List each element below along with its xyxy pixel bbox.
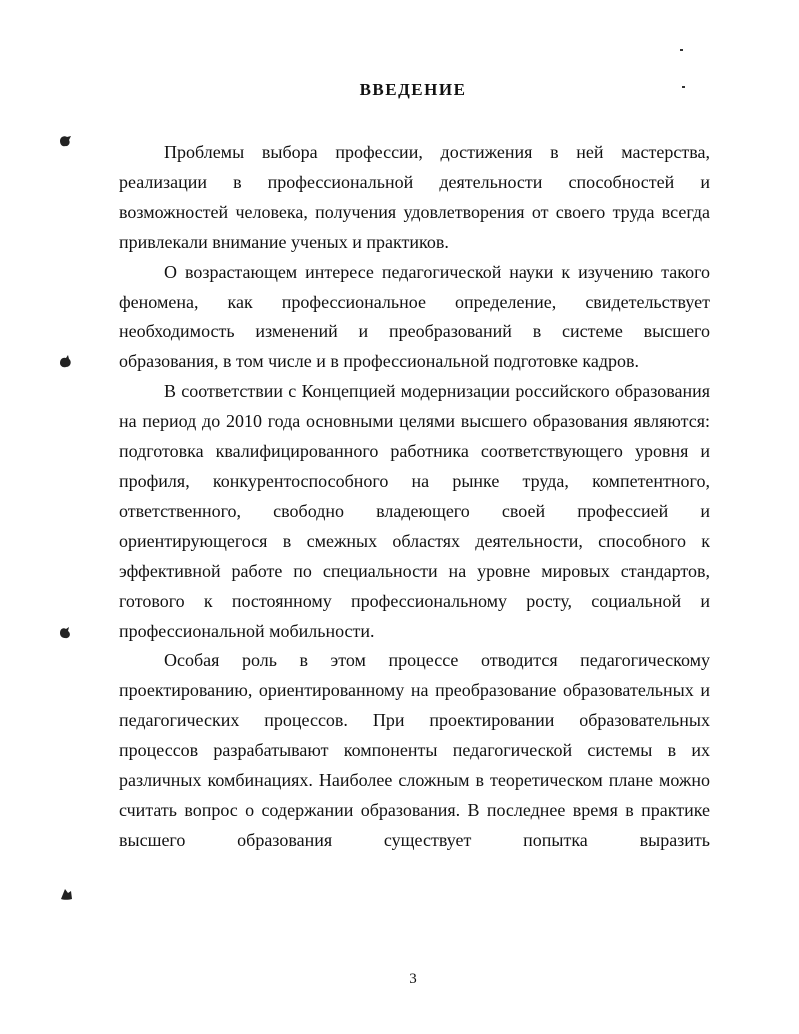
document-title: ВВЕДЕНИЕ — [359, 80, 467, 99]
binding-hole-mark — [58, 355, 74, 369]
binding-hole-mark — [58, 626, 74, 640]
paragraph-1: Проблемы выбора профессии, достижения в ней мастерства, реализации в профессиональной деятельности способностей и возможностей человека, получения удовлетворения от своего труда всегда привлекали внимание ученых и практиков. — [119, 142, 710, 252]
paragraph-4: Особая роль в этом процессе отводится педагогическому проектированию, ориентированному на преобразование образовательных и педагогических процессов. При проектировании образовательных процессов разрабатывают компоненты педагогической системы в их различных комбинациях. Наиболее сложным в теоретическом плане можно считать вопрос о содержании образования. В последнее время в практике высшего образования существует попытка выразить — [119, 650, 710, 850]
binding-hole-mark — [58, 887, 74, 901]
binding-hole-mark — [58, 134, 74, 148]
scan-speck — [680, 49, 683, 51]
paragraph-2: О возрастающем интересе педагогической науки к изучению такого феномена, как профессиональное определение, свидетельствует необходимость изменений и преобразований в системе высшего образования, в том числе и в профессиональной подготовке кадров. — [119, 261, 710, 372]
page-number: 3 — [409, 971, 417, 987]
document-body — [119, 138, 710, 856]
scan-speck — [682, 86, 685, 88]
paragraph-3: В соответствии с Концепцией модернизации российского образования на период до 2010 года основными целями высшего образования являются: подготовка квалифицированного работника соответствующего уровня и профиля, конкурентоспособного на рынке труда, компетентного, ответственного, свободно владеющего своей профессией и ориентирующегося в смежных областях деятельности, способного к эффективной работе по специальности на уровне мировых стандартов, готового к постоянному профессиональному росту, социальной и профессиональной мобильности. — [119, 381, 710, 641]
